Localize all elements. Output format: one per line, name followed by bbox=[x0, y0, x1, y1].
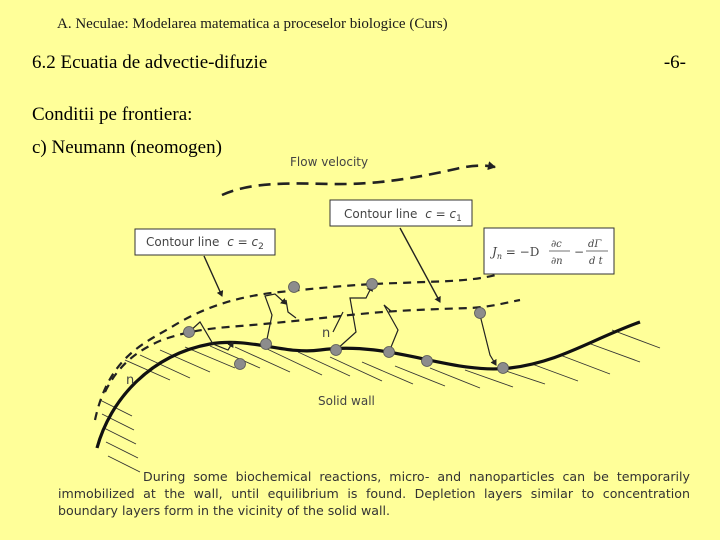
page-number: -6- bbox=[663, 52, 686, 73]
solid-wall-curve bbox=[97, 322, 640, 448]
header-title: A. Neculae: Modelarea matematica a proceselor biologice (Curs) bbox=[57, 16, 448, 32]
section-title: 6.2 Ecuatia de advectie-difuzie bbox=[32, 52, 268, 73]
flux-minus: − bbox=[574, 245, 585, 259]
svg-text:Jn = −D bbox=[489, 245, 539, 261]
subtitle-neumann: c) Neumann (neomogen) bbox=[32, 137, 222, 158]
contour-c1-subscript: 1 bbox=[456, 214, 462, 224]
pointer-arrow-c2 bbox=[204, 256, 222, 296]
contour-c2-equation: c = c bbox=[227, 235, 259, 249]
normal-label-2: n bbox=[126, 373, 135, 388]
contour-line-c1-curve bbox=[105, 300, 520, 392]
normal-label-1: n bbox=[322, 326, 331, 341]
particle-paths bbox=[189, 286, 496, 365]
flux-den2: d t bbox=[589, 256, 603, 267]
flux-lhs: J bbox=[492, 245, 497, 259]
contour-c2-label: Contour line bbox=[146, 235, 220, 249]
contour-c1-label: Contour line bbox=[344, 207, 418, 221]
flux-lhs-sub: n bbox=[496, 252, 502, 261]
solid-wall-label: Solid wall bbox=[318, 394, 375, 408]
flow-velocity-label: Flow velocity bbox=[290, 155, 369, 169]
contour-c2-subscript: 2 bbox=[258, 242, 264, 252]
flux-den1: ∂n bbox=[551, 256, 563, 267]
figure-caption: During some biochemical reactions, micro- and nanoparticles can be temporarily immobilized at the wall, until equilibrium is found. Depletion layers similar to concentration boundary layers form in the vicinity of the solid wall. bbox=[58, 469, 690, 518]
pointer-arrow-c1 bbox=[400, 228, 440, 302]
flux-num2: dΓ bbox=[588, 239, 602, 250]
particles bbox=[184, 279, 509, 374]
subtitle-boundary-conditions: Conditii pe frontiera: bbox=[32, 104, 193, 125]
flow-velocity-arrow bbox=[222, 166, 495, 195]
contour-c1-equation: c = c bbox=[425, 207, 457, 221]
contour-line-c2-curve bbox=[95, 274, 500, 420]
flux-eq: = −D bbox=[501, 245, 540, 259]
flux-num1: ∂c bbox=[551, 239, 562, 250]
